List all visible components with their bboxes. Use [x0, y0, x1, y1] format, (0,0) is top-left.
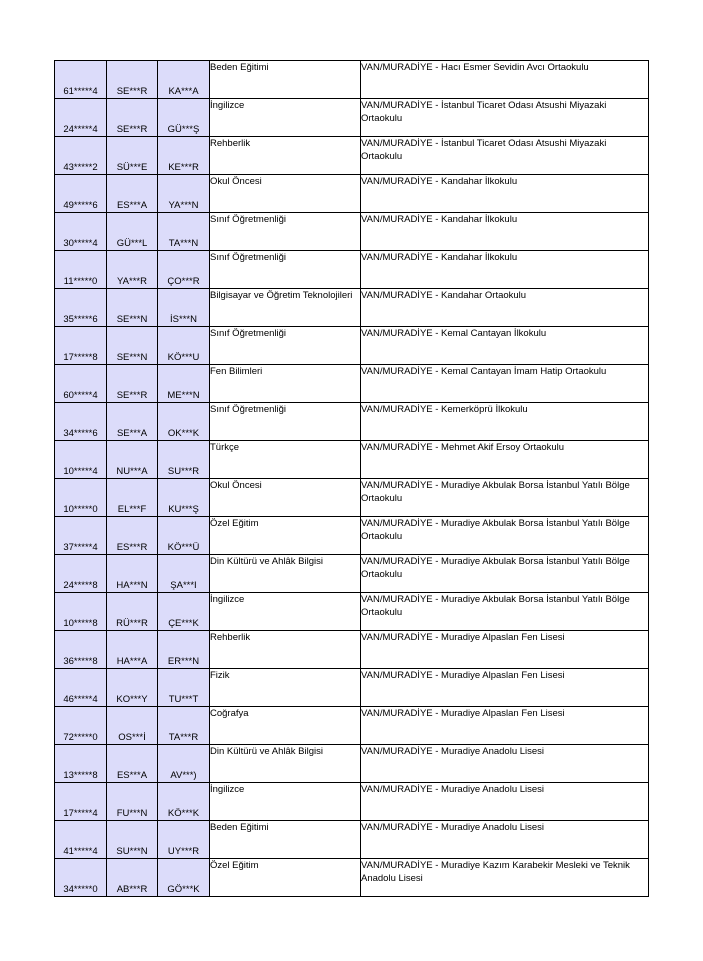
- table-row: [55, 327, 649, 365]
- masked-first-name-cell: SE***N: [107, 327, 158, 365]
- masked-first-name-cell: SU***N: [107, 821, 158, 859]
- school-cell: VAN/MURADİYE - İstanbul Ticaret Odası Atsushi Miyazaki Ortaokulu: [361, 137, 649, 175]
- masked-first-name-cell: YA***R: [107, 251, 158, 289]
- school-cell: VAN/MURADİYE - Muradiye Anadolu Lisesi: [361, 783, 649, 821]
- masked-id-cell: 61*****4: [55, 61, 107, 99]
- school-cell: VAN/MURADİYE - Muradiye Akbulak Borsa İstanbul Yatılı Bölge Ortaokulu: [361, 593, 649, 631]
- table-row: [55, 251, 649, 289]
- masked-last-name-cell: TA***R: [158, 707, 210, 745]
- masked-last-name-cell: UY***R: [158, 821, 210, 859]
- branch-cell: Rehberlik: [210, 631, 361, 669]
- table-row: [55, 289, 649, 327]
- school-cell: VAN/MURADİYE - Hacı Esmer Sevidin Avcı Ortaokulu: [361, 61, 649, 99]
- school-cell: VAN/MURADİYE - Muradiye Alpaslan Fen Lisesi: [361, 669, 649, 707]
- masked-id-cell: 35*****6: [55, 289, 107, 327]
- branch-cell: Okul Öncesi: [210, 175, 361, 213]
- masked-id-cell: 11*****0: [55, 251, 107, 289]
- masked-id-cell: 30*****4: [55, 213, 107, 251]
- masked-first-name-cell: FU***N: [107, 783, 158, 821]
- branch-cell: Coğrafya: [210, 707, 361, 745]
- masked-id-cell: 60*****4: [55, 365, 107, 403]
- branch-cell: Beden Eğitimi: [210, 821, 361, 859]
- assignment-table-body: [55, 61, 649, 897]
- table-row: [55, 707, 649, 745]
- school-cell: VAN/MURADİYE - İstanbul Ticaret Odası Atsushi Miyazaki Ortaokulu: [361, 99, 649, 137]
- branch-cell: İngilizce: [210, 99, 361, 137]
- table-row: [55, 593, 649, 631]
- masked-last-name-cell: ER***N: [158, 631, 210, 669]
- masked-last-name-cell: GÜ***Ş: [158, 99, 210, 137]
- masked-first-name-cell: NU***A: [107, 441, 158, 479]
- table-row: [55, 821, 649, 859]
- table-row: [55, 631, 649, 669]
- masked-id-cell: 17*****4: [55, 783, 107, 821]
- branch-cell: Beden Eğitimi: [210, 61, 361, 99]
- school-cell: VAN/MURADİYE - Muradiye Alpaslan Fen Lisesi: [361, 631, 649, 669]
- branch-cell: Rehberlik: [210, 137, 361, 175]
- masked-first-name-cell: OS***İ: [107, 707, 158, 745]
- school-cell: VAN/MURADİYE - Muradiye Anadolu Lisesi: [361, 821, 649, 859]
- document-page: [54, 60, 648, 897]
- masked-first-name-cell: HA***A: [107, 631, 158, 669]
- masked-last-name-cell: ÇE***K: [158, 593, 210, 631]
- masked-last-name-cell: İS***N: [158, 289, 210, 327]
- masked-id-cell: 41*****4: [55, 821, 107, 859]
- masked-id-cell: 49*****6: [55, 175, 107, 213]
- masked-first-name-cell: GÜ***L: [107, 213, 158, 251]
- masked-first-name-cell: SE***R: [107, 61, 158, 99]
- masked-id-cell: 24*****4: [55, 99, 107, 137]
- branch-cell: Sınıf Öğretmenliği: [210, 251, 361, 289]
- masked-id-cell: 24*****8: [55, 555, 107, 593]
- table-row: [55, 745, 649, 783]
- branch-cell: Din Kültürü ve Ahlâk Bilgisi: [210, 555, 361, 593]
- masked-id-cell: 46*****4: [55, 669, 107, 707]
- table-row: [55, 403, 649, 441]
- masked-first-name-cell: KO***Y: [107, 669, 158, 707]
- school-cell: VAN/MURADİYE - Mehmet Akif Ersoy Ortaokulu: [361, 441, 649, 479]
- masked-first-name-cell: SE***R: [107, 365, 158, 403]
- school-cell: VAN/MURADİYE - Muradiye Akbulak Borsa İstanbul Yatılı Bölge Ortaokulu: [361, 555, 649, 593]
- branch-cell: Din Kültürü ve Ahlâk Bilgisi: [210, 745, 361, 783]
- masked-first-name-cell: ES***A: [107, 175, 158, 213]
- masked-last-name-cell: SU***R: [158, 441, 210, 479]
- table-row: [55, 479, 649, 517]
- table-row: [55, 859, 649, 897]
- school-cell: VAN/MURADİYE - Kandahar İlkokulu: [361, 213, 649, 251]
- masked-last-name-cell: ŞA***I: [158, 555, 210, 593]
- branch-cell: Okul Öncesi: [210, 479, 361, 517]
- masked-first-name-cell: SE***N: [107, 289, 158, 327]
- masked-last-name-cell: KA***A: [158, 61, 210, 99]
- masked-first-name-cell: SE***A: [107, 403, 158, 441]
- masked-last-name-cell: KE***R: [158, 137, 210, 175]
- masked-id-cell: 10*****4: [55, 441, 107, 479]
- school-cell: VAN/MURADİYE - Muradiye Alpaslan Fen Lisesi: [361, 707, 649, 745]
- masked-first-name-cell: RÜ***R: [107, 593, 158, 631]
- masked-last-name-cell: ME***N: [158, 365, 210, 403]
- masked-id-cell: 34*****0: [55, 859, 107, 897]
- table-row: [55, 365, 649, 403]
- masked-first-name-cell: EL***F: [107, 479, 158, 517]
- branch-cell: Özel Eğitim: [210, 859, 361, 897]
- school-cell: VAN/MURADİYE - Muradiye Akbulak Borsa İstanbul Yatılı Bölge Ortaokulu: [361, 479, 649, 517]
- school-cell: VAN/MURADİYE - Muradiye Akbulak Borsa İstanbul Yatılı Bölge Ortaokulu: [361, 517, 649, 555]
- masked-id-cell: 36*****8: [55, 631, 107, 669]
- branch-cell: Sınıf Öğretmenliği: [210, 403, 361, 441]
- masked-last-name-cell: ÇO***R: [158, 251, 210, 289]
- school-cell: VAN/MURADİYE - Kandahar İlkokulu: [361, 175, 649, 213]
- masked-first-name-cell: SE***R: [107, 99, 158, 137]
- table-row: [55, 555, 649, 593]
- school-cell: VAN/MURADİYE - Kemal Cantayan İlkokulu: [361, 327, 649, 365]
- branch-cell: İngilizce: [210, 593, 361, 631]
- school-cell: VAN/MURADİYE - Muradiye Kazım Karabekir Mesleki ve Teknik Anadolu Lisesi: [361, 859, 649, 897]
- masked-id-cell: 72*****0: [55, 707, 107, 745]
- masked-id-cell: 34*****6: [55, 403, 107, 441]
- masked-last-name-cell: YA***N: [158, 175, 210, 213]
- masked-first-name-cell: HA***N: [107, 555, 158, 593]
- masked-first-name-cell: SÜ***E: [107, 137, 158, 175]
- masked-id-cell: 10*****8: [55, 593, 107, 631]
- table-row: [55, 175, 649, 213]
- masked-id-cell: 37*****4: [55, 517, 107, 555]
- masked-id-cell: 43*****2: [55, 137, 107, 175]
- branch-cell: Sınıf Öğretmenliği: [210, 327, 361, 365]
- masked-id-cell: 17*****8: [55, 327, 107, 365]
- table-row: [55, 783, 649, 821]
- table-row: [55, 61, 649, 99]
- masked-last-name-cell: KÖ***Ü: [158, 517, 210, 555]
- branch-cell: Fizik: [210, 669, 361, 707]
- school-cell: VAN/MURADİYE - Kemal Cantayan İmam Hatip Ortaokulu: [361, 365, 649, 403]
- school-cell: VAN/MURADİYE - Kandahar İlkokulu: [361, 251, 649, 289]
- table-row: [55, 517, 649, 555]
- assignment-table: [54, 60, 649, 897]
- masked-first-name-cell: ES***A: [107, 745, 158, 783]
- table-row: [55, 213, 649, 251]
- masked-id-cell: 10*****0: [55, 479, 107, 517]
- masked-last-name-cell: TA***N: [158, 213, 210, 251]
- branch-cell: Özel Eğitim: [210, 517, 361, 555]
- table-row: [55, 99, 649, 137]
- branch-cell: Sınıf Öğretmenliği: [210, 213, 361, 251]
- masked-last-name-cell: OK***K: [158, 403, 210, 441]
- school-cell: VAN/MURADİYE - Kandahar Ortaokulu: [361, 289, 649, 327]
- masked-last-name-cell: GÖ***K: [158, 859, 210, 897]
- table-row: [55, 137, 649, 175]
- masked-last-name-cell: TU***T: [158, 669, 210, 707]
- branch-cell: İngilizce: [210, 783, 361, 821]
- branch-cell: Türkçe: [210, 441, 361, 479]
- branch-cell: Bilgisayar ve Öğretim Teknolojileri: [210, 289, 361, 327]
- school-cell: VAN/MURADİYE - Muradiye Anadolu Lisesi: [361, 745, 649, 783]
- masked-first-name-cell: AB***R: [107, 859, 158, 897]
- branch-cell: Fen Bilimleri: [210, 365, 361, 403]
- masked-last-name-cell: AV***): [158, 745, 210, 783]
- table-row: [55, 669, 649, 707]
- masked-first-name-cell: ES***R: [107, 517, 158, 555]
- masked-id-cell: 13*****8: [55, 745, 107, 783]
- masked-last-name-cell: KÖ***K: [158, 783, 210, 821]
- masked-last-name-cell: KÖ***U: [158, 327, 210, 365]
- table-row: [55, 441, 649, 479]
- school-cell: VAN/MURADİYE - Kemerköprü İlkokulu: [361, 403, 649, 441]
- masked-last-name-cell: KU***Ş: [158, 479, 210, 517]
